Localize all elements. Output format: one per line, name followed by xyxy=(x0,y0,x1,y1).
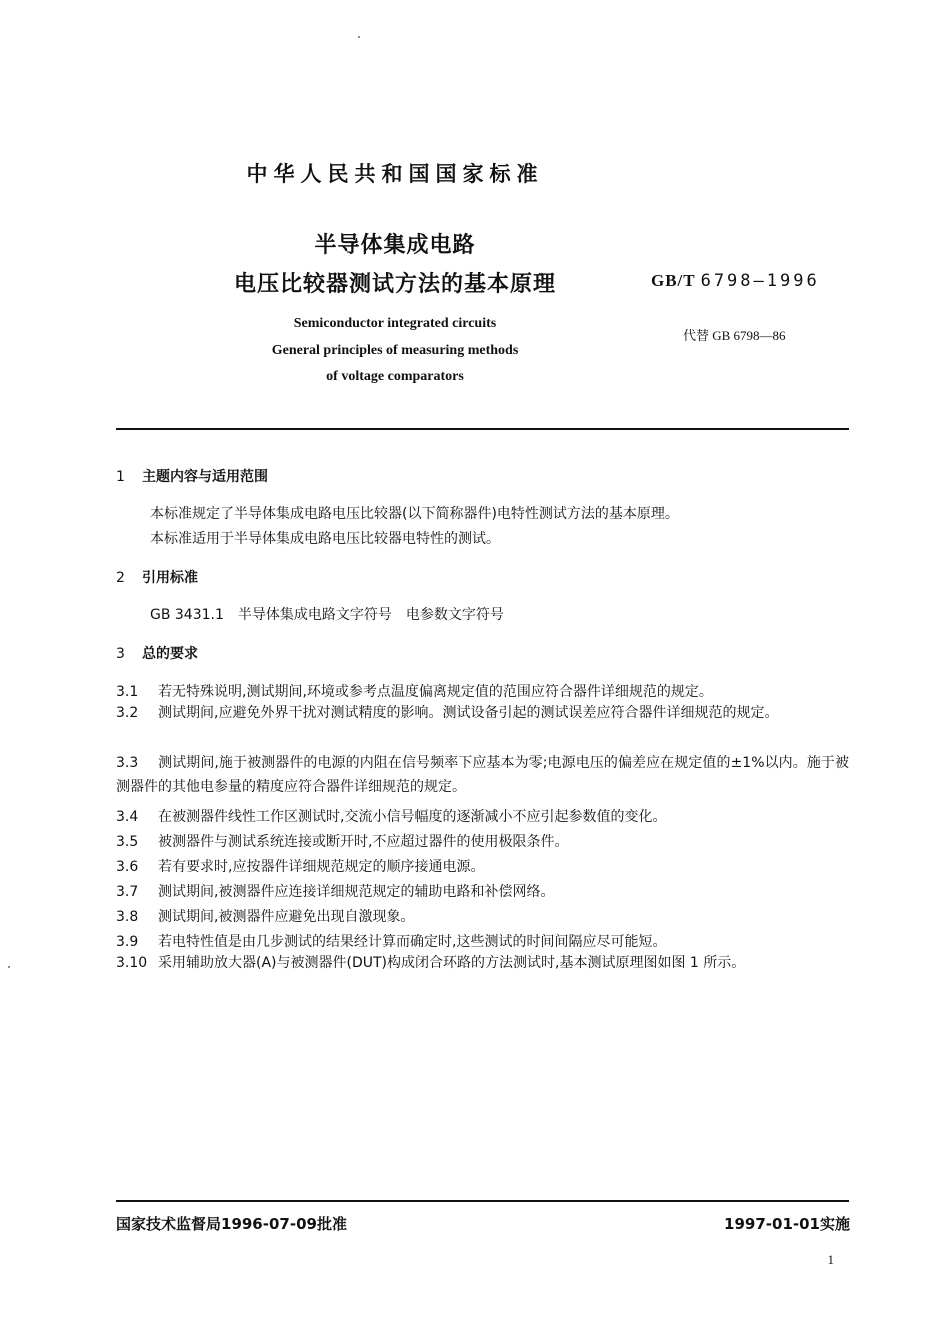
item-text: 测试期间,应避免外界干扰对测试精度的影响。测试设备引起的测试误差应符合器件详细规范的规定。 xyxy=(158,705,779,721)
section-number: 2 xyxy=(116,570,125,586)
standard-code xyxy=(651,271,820,291)
effective-date: 1997-01-01实施 xyxy=(724,1215,850,1233)
item-number: 3.1 xyxy=(116,684,139,700)
item-text: 测试期间,施于被测器件的电源的内阻在信号频率下应基本为零;电源电压的偏差应在规定值的±1%以内。施于被测器件的其他电参量的精度应符合器件详细规范的规定。 xyxy=(116,755,849,795)
section-title: 主题内容与适用范围 xyxy=(142,469,268,485)
english-title-line2: General principles of measuring methods xyxy=(271,343,519,358)
item-text: 采用辅助放大器(A)与被测器件(DUT)构成闭合环路的方法测试时,基本测试原理图如图 1 所示。 xyxy=(158,955,746,971)
item-text: 被测器件与测试系统连接或断开时,不应超过器件的使用极限条件。 xyxy=(158,834,569,850)
requirement-item xyxy=(116,751,849,799)
section-heading xyxy=(116,466,268,486)
english-title-line1: Semiconductor integrated circuits xyxy=(293,316,497,331)
requirement-item xyxy=(116,681,713,701)
section-heading xyxy=(116,567,198,587)
item-text: 若电特性值是由几步测试的结果经计算而确定时,这些测试的时间间隔应尽可能短。 xyxy=(158,934,667,950)
replaces-note: 代替 GB 6798—86 xyxy=(683,328,786,343)
paragraph: 本标准适用于半导体集成电路电压比较器电特性的测试。 xyxy=(150,531,500,547)
item-number: 3.7 xyxy=(116,884,139,900)
section-title: 总的要求 xyxy=(142,646,198,662)
footer-divider xyxy=(116,1200,849,1202)
paragraph: 本标准规定了半导体集成电路电压比较器(以下简称器件)电特性测试方法的基本原理。 xyxy=(150,506,679,522)
requirement-item xyxy=(116,806,666,826)
item-number: 3.4 xyxy=(116,809,139,825)
requirement-item xyxy=(116,856,484,876)
item-text: 在被测器件线性工作区测试时,交流小信号幅度的逐渐减小不应引起参数值的变化。 xyxy=(158,809,667,825)
reference-standard: GB 3431.1 半导体集成电路文字符号 电参数文字符号 xyxy=(150,607,504,623)
item-text: 测试期间,被测器件应避免出现自激现象。 xyxy=(158,909,415,925)
item-number: 3.5 xyxy=(116,834,139,850)
header-divider xyxy=(116,428,849,430)
section-title: 引用标准 xyxy=(142,570,198,586)
item-number: 3.8 xyxy=(116,909,139,925)
requirement-item xyxy=(116,701,849,725)
scan-speck xyxy=(8,966,10,968)
requirement-item xyxy=(116,931,666,951)
document-title-line1: 半导体集成电路 xyxy=(314,233,476,258)
requirement-item xyxy=(116,951,849,975)
item-number: 3.10 xyxy=(116,955,148,971)
approval-date: 国家技术监督局1996-07-09批准 xyxy=(116,1215,347,1233)
requirement-item xyxy=(116,831,568,851)
section-heading xyxy=(116,643,198,663)
section-number: 1 xyxy=(116,469,125,485)
page-number: 1 xyxy=(827,1252,834,1267)
national-standard-heading: 中华人民共和国国家标准 xyxy=(246,162,544,186)
standard-code-prefix: GB/T xyxy=(651,271,696,290)
item-text: 若无特殊说明,测试期间,环境或参考点温度偏离规定值的范围应符合器件详细规范的规定。 xyxy=(158,684,713,700)
item-text: 测试期间,被测器件应连接详细规范规定的辅助电路和补偿网络。 xyxy=(158,884,555,900)
item-number: 3.2 xyxy=(116,705,139,721)
section-number: 3 xyxy=(116,646,125,662)
item-number: 3.9 xyxy=(116,934,139,950)
item-number: 3.3 xyxy=(116,755,139,771)
requirement-item xyxy=(116,906,414,926)
item-text: 若有要求时,应按器件详细规范规定的顺序接通电源。 xyxy=(158,859,485,875)
english-title-line3: of voltage comparators xyxy=(326,369,464,384)
requirement-item xyxy=(116,881,554,901)
document-title-line2: 电压比较器测试方法的基本原理 xyxy=(233,272,556,297)
item-number: 3.6 xyxy=(116,859,139,875)
scan-speck xyxy=(358,36,360,38)
standard-code-number: 6798—1996 xyxy=(700,271,820,291)
